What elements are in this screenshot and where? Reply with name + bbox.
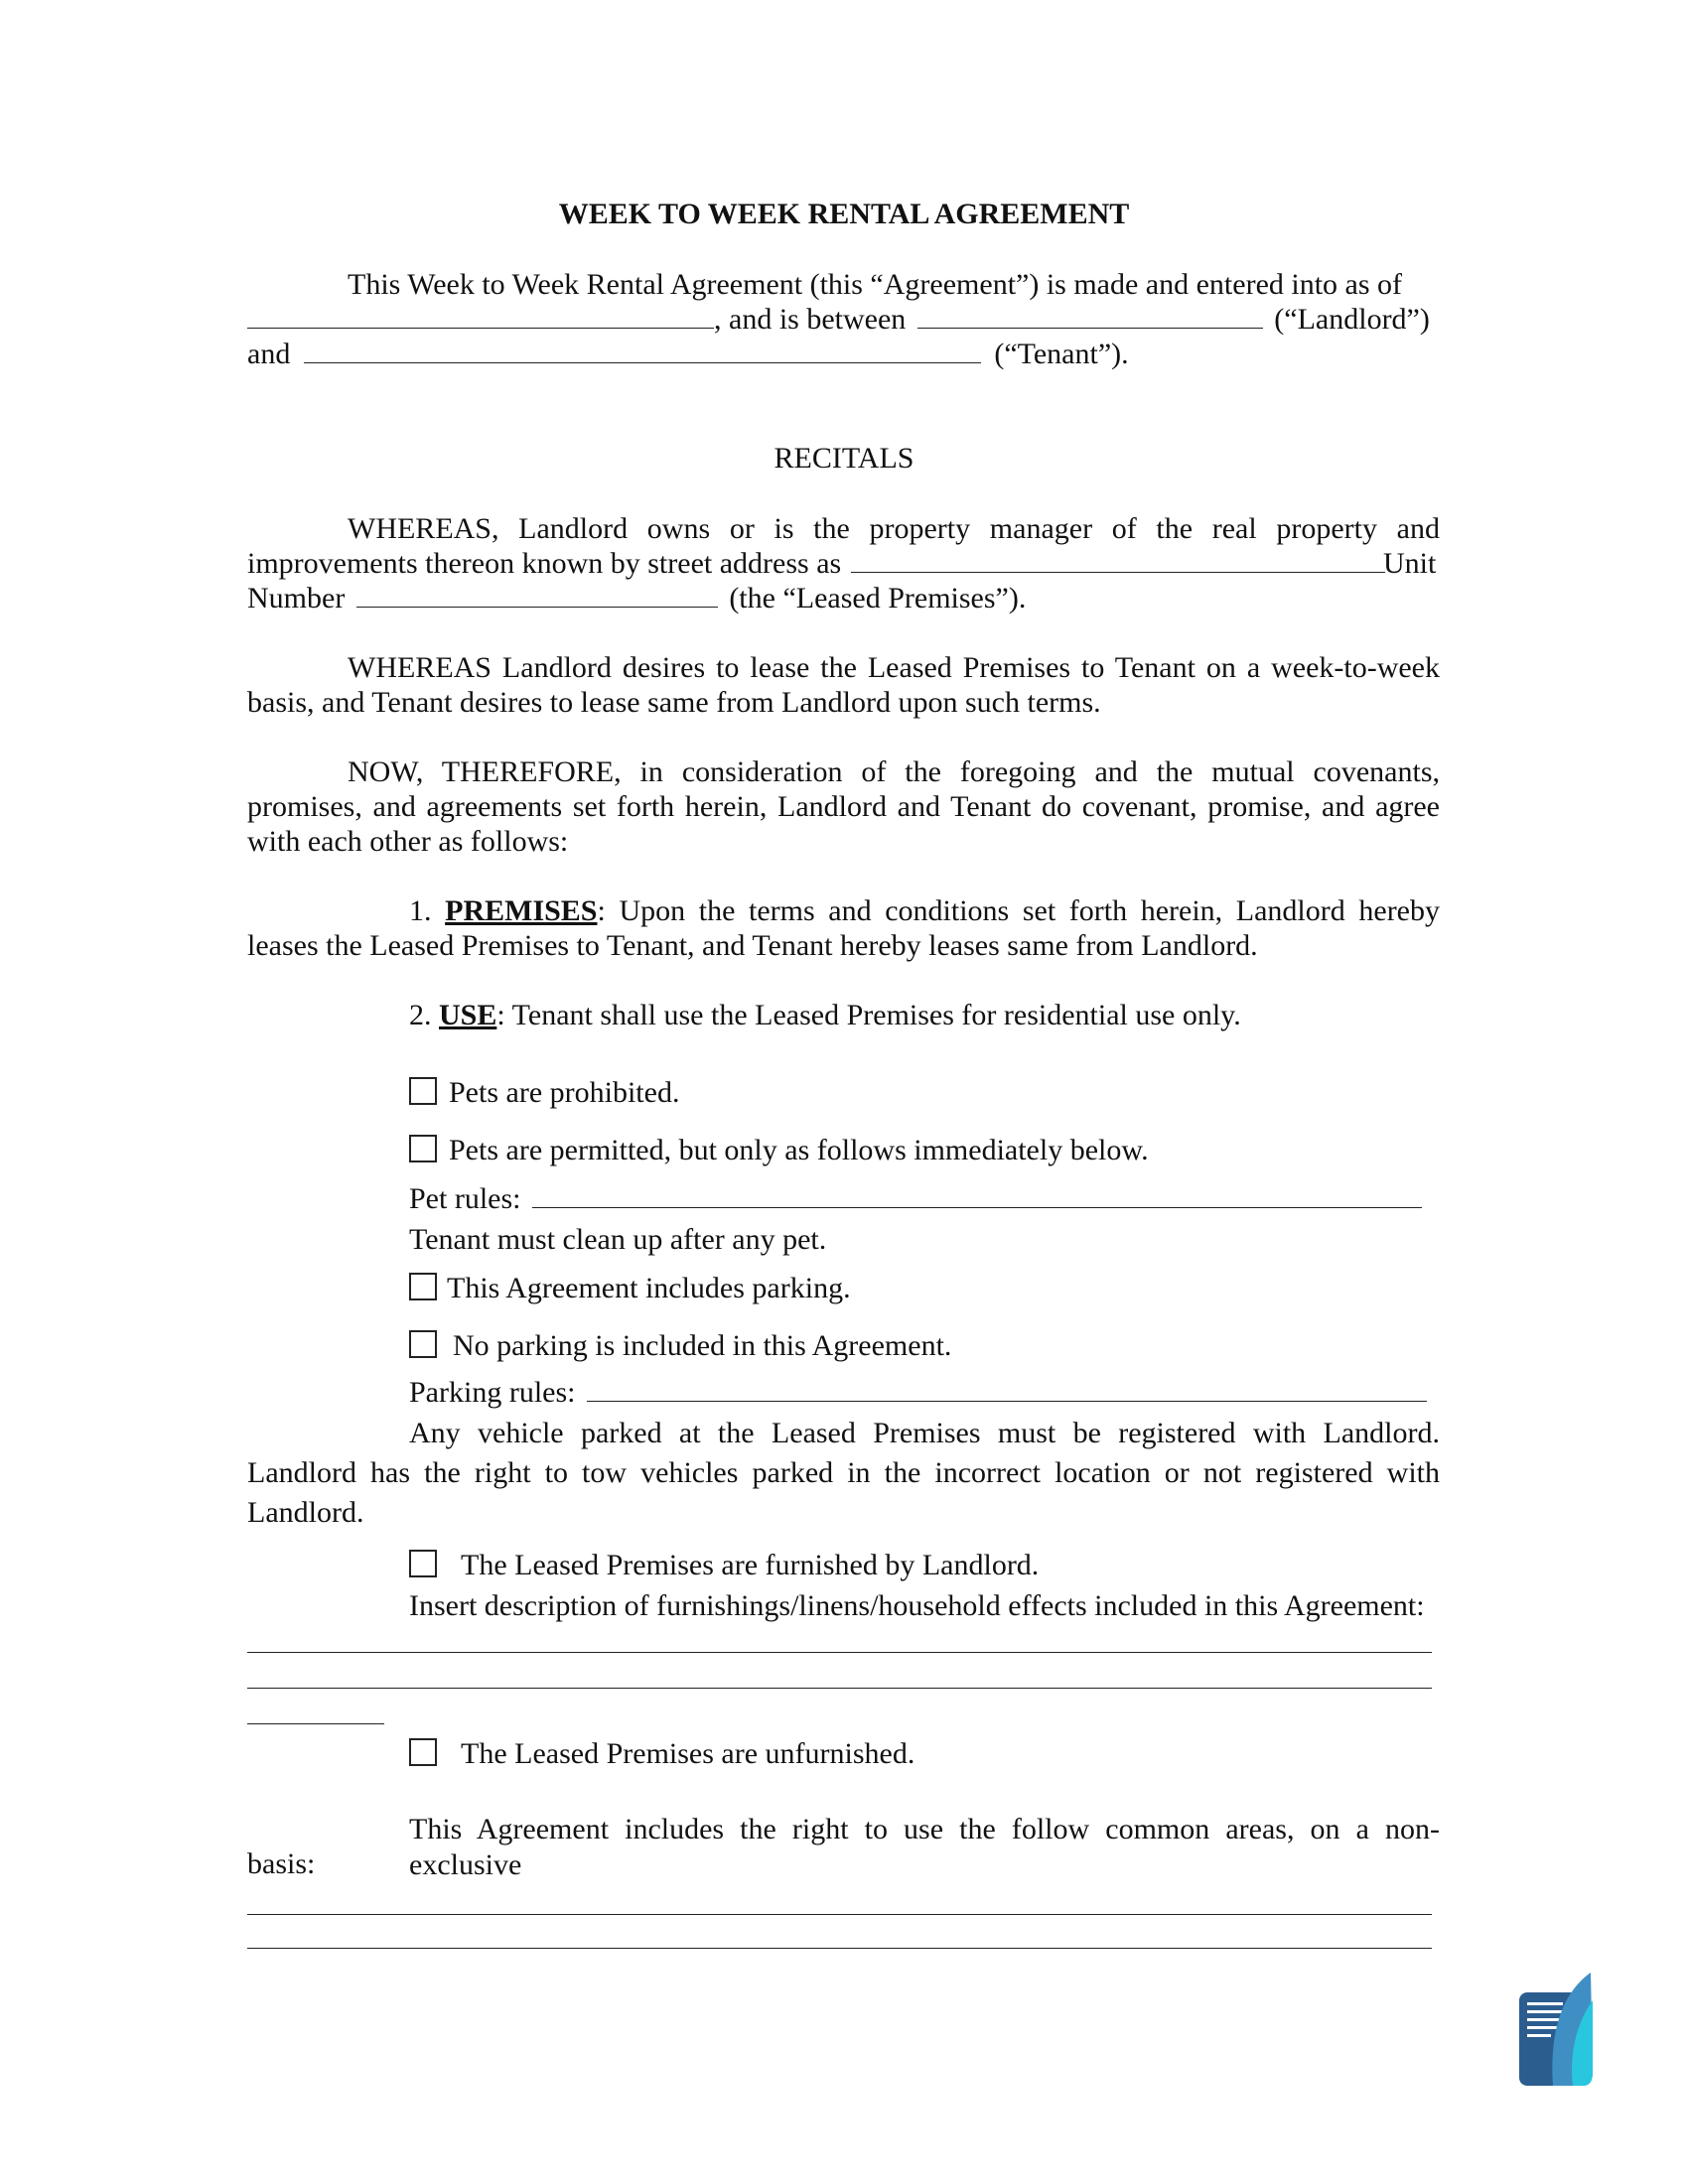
vehicle-line-1: Any vehicle parked at the Leased Premises must be registered with Landlord. bbox=[409, 1417, 1440, 1449]
vehicle-line-3: Landlord. bbox=[247, 1496, 364, 1529]
recital-1-line-2: improvements thereon known by street address as bbox=[247, 546, 1385, 582]
common-areas-line-1: This Agreement includes the right to use the follow common areas, on a non-exclusive bbox=[409, 1813, 1440, 1881]
furnishings-blank-2[interactable] bbox=[247, 1688, 1432, 1689]
furnishings-description-label: Insert description of furnishings/linens/household effects included in this Agreement: bbox=[409, 1589, 1425, 1622]
recitals-heading: RECITALS bbox=[774, 442, 914, 475]
section-1-line-2: leases the Leased Premises to Tenant, and Tenant hereby leases same from Landlord. bbox=[247, 929, 1258, 962]
recital-2-line-2: basis, and Tenant desires to lease same from Landlord upon such terms. bbox=[247, 686, 1101, 719]
unit-number-blank[interactable] bbox=[356, 581, 718, 608]
furnishings-blank-3[interactable] bbox=[247, 1723, 384, 1724]
parking-rules-line: Parking rules: bbox=[409, 1375, 1427, 1411]
parking-included-checkbox[interactable] bbox=[409, 1273, 437, 1300]
common-areas-blank-2[interactable] bbox=[247, 1948, 1432, 1949]
pet-cleanup-text: Tenant must clean up after any pet. bbox=[409, 1223, 827, 1256]
tenant-name-blank[interactable] bbox=[304, 337, 981, 363]
pets-prohibited-checkbox[interactable] bbox=[409, 1077, 437, 1105]
common-areas-blank-1[interactable] bbox=[247, 1914, 1432, 1915]
no-parking-checkbox[interactable] bbox=[409, 1330, 437, 1358]
section-1-heading: PREMISES bbox=[445, 894, 598, 927]
intro-line-2: , and is between (“Landlord”) bbox=[247, 302, 1430, 338]
street-address-blank[interactable] bbox=[851, 546, 1385, 573]
furnishings-blank-1[interactable] bbox=[247, 1652, 1432, 1653]
unfurnished-checkbox[interactable] bbox=[409, 1738, 437, 1766]
furnished-checkbox[interactable] bbox=[409, 1550, 437, 1577]
pets-permitted-label: Pets are permitted, but only as follows immediately below. bbox=[449, 1134, 1149, 1166]
pet-rules-blank[interactable] bbox=[532, 1181, 1422, 1208]
pet-rules-line: Pet rules: bbox=[409, 1181, 1422, 1217]
pets-prohibited-label: Pets are prohibited. bbox=[449, 1076, 680, 1109]
document-leaf-logo-icon bbox=[1519, 1971, 1593, 2088]
recital-3-line-2: promises, and agreements set forth herein, Landlord and Tenant do covenant, promise, and agree bbox=[247, 790, 1440, 823]
common-areas-line-2: basis: bbox=[247, 1847, 316, 1880]
document-title: WEEK TO WEEK RENTAL AGREEMENT bbox=[558, 198, 1130, 230]
unfurnished-label: The Leased Premises are unfurnished. bbox=[461, 1737, 915, 1770]
section-2-heading: USE bbox=[439, 999, 497, 1031]
recital-1-line-3: Number (the “Leased Premises”). bbox=[247, 582, 1027, 614]
intro-line-3: and (“Tenant”). bbox=[247, 338, 1129, 370]
landlord-name-blank[interactable] bbox=[917, 302, 1263, 329]
recital-3-line-1: NOW, THEREFORE, in consideration of the foregoing and the mutual covenants, bbox=[348, 755, 1440, 788]
date-blank[interactable] bbox=[247, 302, 714, 329]
intro-line-1: This Week to Week Rental Agreement (this “Agreement”) is made and entered into as of bbox=[348, 268, 1403, 301]
vehicle-line-2: Landlord has the right to tow vehicles parked in the incorrect location or not registered with bbox=[247, 1456, 1440, 1489]
recital-3-line-3: with each other as follows: bbox=[247, 825, 569, 858]
section-1-line-1: 1. PREMISES: Upon the terms and conditions set forth herein, Landlord hereby bbox=[409, 894, 1441, 927]
unit-label: Unit bbox=[1383, 547, 1437, 580]
furnished-label: The Leased Premises are furnished by Landlord. bbox=[461, 1549, 1040, 1581]
no-parking-label: No parking is included in this Agreement. bbox=[453, 1329, 952, 1362]
parking-included-label: This Agreement includes parking. bbox=[447, 1272, 851, 1304]
pets-permitted-checkbox[interactable] bbox=[409, 1135, 437, 1162]
parking-rules-blank[interactable] bbox=[587, 1375, 1427, 1402]
recital-2-line-1: WHEREAS Landlord desires to lease the Leased Premises to Tenant on a week-to-week bbox=[348, 651, 1440, 684]
recital-1-line-1: WHEREAS, Landlord owns or is the property manager of the real property and bbox=[348, 512, 1440, 545]
section-2-line-1: 2. USE: Tenant shall use the Leased Premises for residential use only. bbox=[409, 999, 1241, 1031]
